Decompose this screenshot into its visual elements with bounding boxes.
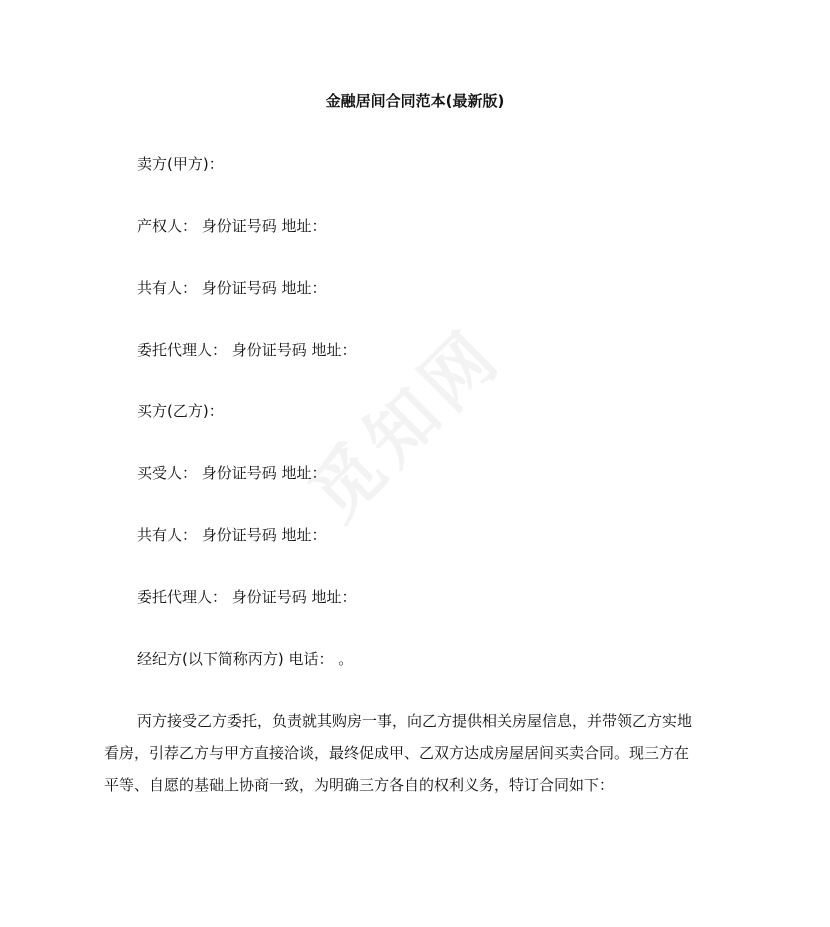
- owner-line: 产权人： 身份证号码 地址：: [137, 217, 327, 235]
- paragraph-line: 看房，引荐乙方与甲方直接洽谈，最终促成甲、乙双方达成房屋居间买卖合同。现三方在: [104, 744, 690, 762]
- watermark: 觅知网: [294, 312, 518, 537]
- paragraph-line: 丙方接受乙方委托，负责就其购房一事，向乙方提供相关房屋信息，并带领乙方实地: [137, 712, 693, 730]
- intro-paragraph: [104, 705, 734, 801]
- seller-agent-line: 委托代理人： 身份证号码 地址：: [137, 341, 357, 359]
- buyer-agent-line: 委托代理人： 身份证号码 地址：: [137, 588, 357, 606]
- seller-line: 卖方(甲方)：: [137, 155, 224, 173]
- broker-line: 经纪方(以下简称丙方) 电话： 。: [137, 650, 354, 668]
- purchaser-line: 买受人： 身份证号码 地址：: [137, 464, 327, 482]
- buyer-line: 买方(乙方)：: [137, 402, 224, 420]
- document-title: 金融居间合同范本(最新版): [325, 92, 505, 110]
- paragraph-line: 平等、自愿的基础上协商一致，为明确三方各自的权利义务，特订合同如下：: [104, 776, 615, 794]
- co-owner-line: 共有人： 身份证号码 地址：: [137, 279, 327, 297]
- buyer-co-owner-line: 共有人： 身份证号码 地址：: [137, 526, 327, 544]
